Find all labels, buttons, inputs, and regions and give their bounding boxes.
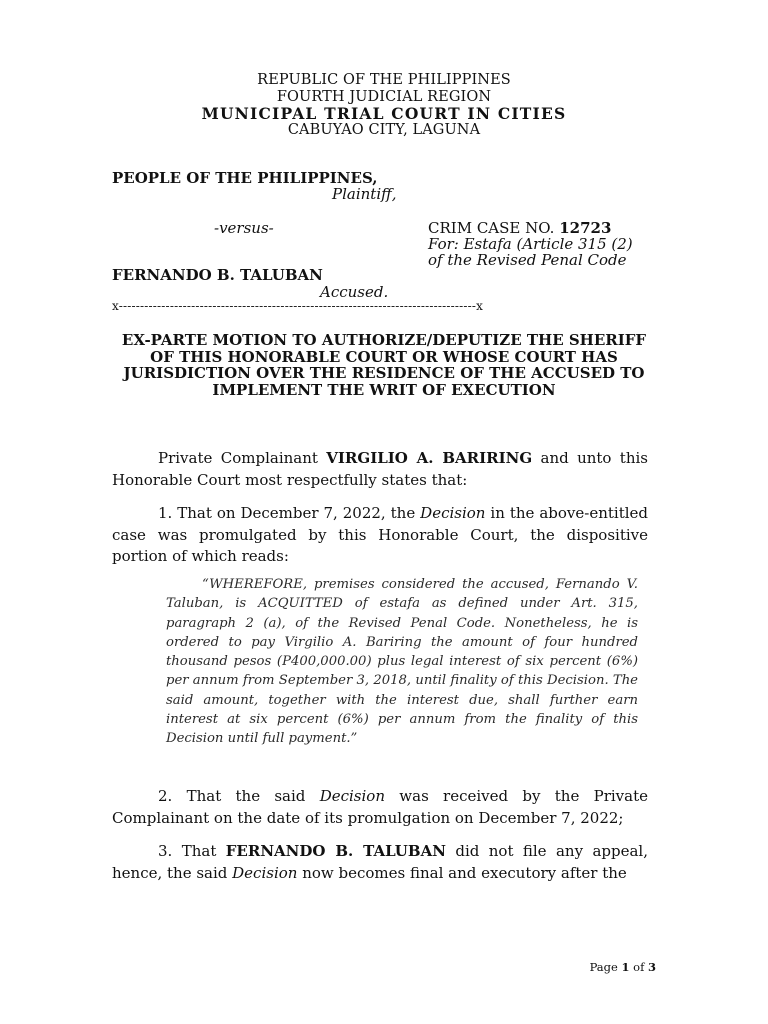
versus-label: -versus- — [214, 219, 274, 237]
motion-title: EX-PARTE MOTION TO AUTHORIZE/DEPUTIZE THE SHERIFF OF THIS HONORABLE COURT OR WHOSE COURT HAS JURISDICTION OVER THE RESIDENCE OF THE ACCUSED TO IMPLEMENT THE WRIT OF EXECUTION — [121, 331, 647, 399]
p2-after: was received by the Private Complainant on the date of its promulgation on December 7, 2022; — [112, 787, 648, 827]
p3-before: 3. That — [158, 842, 226, 860]
paragraph-3 — [112, 841, 648, 884]
p3-accused-name: FERNANDO B. TALUBAN — [225, 842, 446, 860]
footer-total-pages: 3 — [647, 960, 656, 974]
p2-before: 2. That the said — [158, 787, 320, 805]
header-region: FOURTH JUDICIAL REGION — [276, 89, 492, 105]
intro-text-after: and unto this Honorable Court most respectfully states that: — [112, 449, 648, 489]
header-court: MUNICIPAL TRIAL COURT IN CITIES — [201, 104, 567, 123]
page-footer — [590, 960, 656, 974]
case-number: 12723 — [559, 219, 612, 237]
paragraph-1 — [112, 503, 648, 568]
p1-decision-term: Decision — [420, 504, 486, 522]
accused-role: Accused. — [320, 283, 389, 301]
footer-of-word: of — [633, 960, 645, 974]
plaintiff-role: Plaintiff, — [332, 185, 397, 203]
intro-paragraph — [112, 448, 648, 491]
p3-mid: did not file any appeal, hence, the said — [112, 842, 649, 882]
footer-page-word: Page — [589, 960, 618, 974]
p3-after: now becomes final and executory after the — [297, 863, 627, 882]
p1-before: 1. That on December 7, 2022, the — [158, 504, 421, 522]
accused-name: FERNANDO B. TALUBAN — [112, 266, 323, 284]
paragraph-2 — [112, 786, 648, 829]
complainant-name: VIRGILIO A. BARIRING — [326, 449, 533, 467]
charge-line-1: For: Estafa (Article 315 (2) — [428, 235, 633, 253]
dispositive-quote: “WHEREFORE, premises considered the accused, Fernando V. Taluban, is ACQUITTED of estafa as defined under Art. 315, paragraph 2 (a), of the Revised Penal Code. Nonetheless, he is ordered to pay Virgilio A. Bariring the amount of four hundred thousand pesos (P400,000.00) plus legal interest of six percent (6%) per annum from September 3, 2018, until finality of this Decision. The said amount, together with the interest due, shall further earn interest at six percent (6%) per annum from the finality of this Decision until full payment.” — [166, 577, 638, 747]
intro-text-before: Private Complainant — [158, 449, 327, 467]
p1-after: in the above-entitled case was promulgated by this Honorable Court, the dispositive portion of which reads: — [112, 504, 649, 565]
header-location: CABUYAO CITY, LAGUNA — [287, 122, 481, 138]
footer-current-page: 1 — [621, 960, 630, 974]
caption-divider: x------------------------------------------------------------------------------------x — [112, 299, 484, 313]
p2-decision-term: Decision — [319, 787, 385, 805]
charge-line-2: of the Revised Penal Code — [428, 251, 627, 269]
p3-decision-term: Decision — [232, 863, 298, 882]
header-republic: REPUBLIC OF THE PHILIPPINES — [257, 72, 511, 88]
case-label: CRIM CASE NO. — [428, 219, 555, 237]
plaintiff-name: PEOPLE OF THE PHILIPPINES, — [112, 169, 378, 187]
